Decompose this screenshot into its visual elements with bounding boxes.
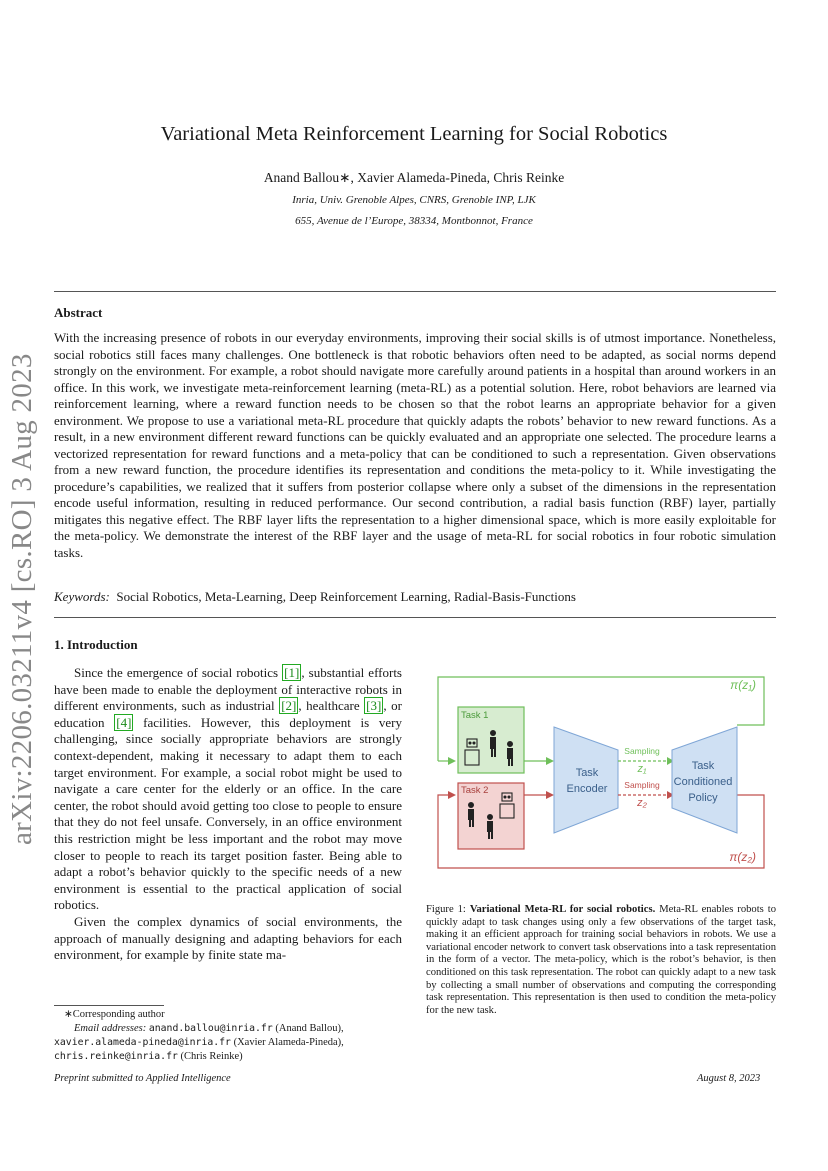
keywords — [54, 589, 776, 605]
footnote-emails-line3: chris.reinke@inria.fr (Chris Reinke) — [54, 1051, 243, 1062]
email-link[interactable]: anand.ballou@inria.fr — [148, 1023, 273, 1034]
affiliation-line-1: Inria, Univ. Grenoble Alpes, CNRS, Grenoble INP, LJK — [292, 194, 536, 206]
sampling-label-2: Sampling — [624, 780, 660, 790]
author-list: Anand Ballou∗, Xavier Alameda-Pineda, Chris Reinke — [263, 170, 565, 185]
citation-link[interactable]: [4] — [116, 714, 132, 730]
z2-label: z₂ — [637, 797, 647, 809]
footer-date: August 8, 2023 — [697, 1073, 761, 1084]
affiliation-line-2: 655, Avenue de l’Europe, 38334, Montbonnot, France — [295, 215, 533, 227]
arrow-head-icon — [448, 791, 456, 799]
encoder-label-line2: Encoder — [566, 783, 608, 795]
sampling-label-1: Sampling — [624, 746, 660, 756]
email-link[interactable]: xavier.alameda-pineda@inria.fr — [54, 1037, 231, 1048]
policy-label-line1: Task — [691, 760, 715, 772]
abstract-text: With the increasing presence of robots in our everyday environments, improving their social skills is of utmost importance. Nonetheless, social robotics still faces many challenges. One bottleneck is that robotic behaviors often need to be adapted, as social norms depend strongly on the environment. For example, a robot should navigate more carefully around patients in a hospital than around workers in an office. In this work, we investigate meta-reinforcement learning (meta-RL) as a potential solution. Here, robot behaviors are learned via reinforcement learning, where a reward function needs to be chosen so that the robot learns an appropriate behavior for a given environment. We propose to use a variational meta-RL procedure that quickly adapts the robots’ behavior to new reward functions. As a result, in a new environment different reward functions can be quickly evaluated and an appropriate one selected. The procedure learns a vectorized representation for reward functions and a meta-policy that can be conditioned to such a representation. Given observations from a new reward function, the procedure identifies its representation and conditions the meta-policy to it. While investigating the procedure’s capabilities, we realized that it suffers from posterior collapse where only a subset of the dimensions in the representation encode useful information, resulting in reduced performance. Our second contribution, a radial basis function (RBF) layer, partially mitigates this negative effect. The RBF layer lifts the representation to a higher dimensional space, which is more easily exploitable for the meta-policy. We demonstrate the interest of the RBF layer and the usage of meta-RL for social robotics in four robotic simulation tasks. — [54, 330, 776, 560]
citation-link[interactable]: [3] — [366, 698, 382, 714]
figure-1-caption: Figure 1: Variational Meta-RL for social robotics. Meta-RL enables robots to quickly adapt to task changes using only a few observations of the target task, making it an efficient approach for training social behaviors in robots. We use a variational encoder network to convert task observations into a task representation in the form of a vector. The meta-policy, which is the robot’s behavior, is then conditioned on this task representation. The robot can quickly adapt to a new task by collecting a small number of observations and computing the corresponding task representation. This representation is then used to condition the meta-policy for the new task. — [426, 904, 776, 1016]
footnote — [54, 1008, 404, 1064]
task-encoder-block — [554, 727, 618, 833]
footer-journal: Preprint submitted to Applied Intelligence — [54, 1073, 231, 1084]
footnote-rule — [54, 1005, 164, 1006]
email-link[interactable]: chris.reinke@inria.fr — [54, 1051, 178, 1062]
introduction-body — [54, 665, 402, 964]
abstract-heading: Abstract — [54, 305, 103, 320]
arrow-head-icon — [546, 791, 554, 799]
pi-z1-label: π(z₁) — [730, 678, 756, 692]
intro-paragraph-2: Given the complex dynamics of social environments, the approach of manually designing and adapting behaviors for each environment, for example by finite state ma- — [54, 913, 402, 963]
pi-z2-label: π(z₂) — [729, 850, 756, 864]
arrow-head-icon — [546, 757, 554, 765]
intro-paragraph-1: Since the emergence of social robotics [1] , substantial efforts have been made to enable the deployment of interactive robots in different environments, such as industrial [2] , healthcare [3] , or education [4] facilities. However, this deployment is very challenging, since socially appropriate behaviors are strongly context-dependent, making it necessary to adapt them to each target environment. For example, a social robot might be used to navigate a care center for the elderly or an office. In the care center, the robot should avoid getting too close to people to ensure that they do not feel unsafe. Conversely, in an office environment this restriction might be less important and the robot may move closer to people to reach its target position faster. Being able to adapt a robot’s behavior quickly to the specific needs of a new environment is essential to the practical application of social robotics. — [54, 665, 402, 913]
encoder-label-line1: Task — [575, 767, 599, 779]
arrow-head-icon — [448, 757, 456, 765]
section-heading-introduction: 1. Introduction — [54, 637, 138, 652]
footnote-emails-line1: Email addresses: anand.ballou@inria.fr (Anand Ballou), — [74, 1023, 344, 1034]
top-rule — [54, 291, 776, 292]
policy-label-line3: Policy — [688, 792, 718, 804]
policy-label-line2: Conditioned — [673, 776, 733, 788]
task-1-label: Task 1 — [461, 710, 489, 721]
figure-1-diagram — [426, 665, 776, 885]
citation-link[interactable]: [1] — [284, 665, 300, 680]
bottom-rule — [54, 617, 776, 618]
task-2-label: Task 2 — [461, 785, 489, 796]
keywords-list: Social Robotics, Meta-Learning, Deep Reinforcement Learning, Radial-Basis-Functions — [116, 589, 576, 604]
footnote-emails-line2: xavier.alameda-pineda@inria.fr (Xavier Alameda-Pineda), — [54, 1037, 344, 1048]
z1-label: z₁ — [637, 763, 647, 775]
caption-title: Variational Meta-RL for social robotics. — [469, 904, 656, 915]
keywords-label: Keywords: — [54, 589, 110, 604]
paper-title: Variational Meta Reinforcement Learning for Social Robotics — [160, 123, 668, 145]
arxiv-identifier: arXiv:2206.03211v4 [cs.RO] 3 Aug 2023 — [6, 353, 38, 845]
citation-link[interactable]: [2] — [281, 698, 297, 714]
footnote-corresponding: ∗Corresponding author — [64, 1009, 165, 1020]
